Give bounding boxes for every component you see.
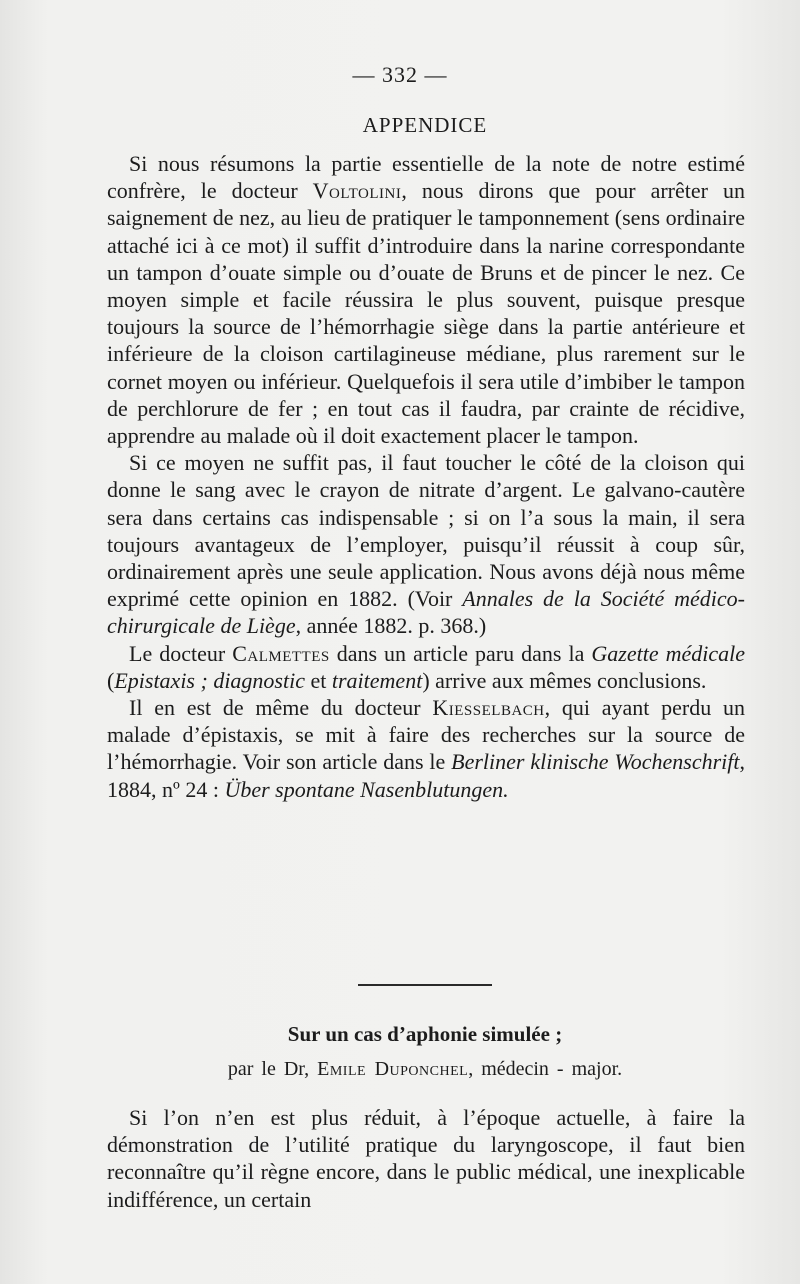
text-run: , 1884, nº 24 : (107, 749, 745, 802)
text-run: , année 1882. p. 368.) (295, 613, 487, 639)
appendix-heading: APPENDICE (362, 113, 488, 137)
text-run: Si l’on n’en est plus réduit, à l’époque actuelle, à faire la démonstration de l’utilité pratique du laryngoscope, il faut bien reconnaître qu’il règne encore, dans le public médical, une inexplicable indifférence, un certain (107, 1105, 745, 1212)
text-run: Si nous résumons la partie essentielle de la note de notre estimé confrère, le docteur (107, 151, 745, 204)
italic-title: Berliner klinische Wochenschrift (451, 749, 740, 775)
paragraph (107, 1104, 745, 1213)
italic-title: traitement (331, 667, 423, 693)
byline-prefix: par le Dr, (227, 1058, 310, 1080)
text-run: , qui ayant perdu un malade d’épistaxis, se mit à faire des recherches sur la source de l’hémorrhagie. Voir son article dans le (107, 695, 745, 775)
text-run: Il en est de même du docteur (129, 695, 433, 721)
byline-author: Emile Duponchel (317, 1058, 469, 1080)
page-number: — 332 — (352, 62, 448, 87)
paragraph (107, 449, 745, 639)
author-name: Calmettes (232, 640, 330, 666)
article-body (107, 1104, 745, 1213)
article-title: Sur un cas d’aphonie simulée ; (287, 1022, 563, 1046)
author-name: Kiesselbach (432, 695, 545, 721)
italic-title: Annales de la Société médico-chirurgicale de Liège (107, 586, 745, 639)
appendix-body (107, 150, 745, 803)
author-name: Voltolini (312, 178, 402, 204)
text-run: et (304, 667, 332, 693)
text-run: Le docteur (129, 640, 233, 666)
text-run: ) arrive aux mêmes conclusions. (422, 667, 707, 693)
paragraph (107, 150, 745, 449)
italic-title: Epistaxis ; diagnostic (114, 667, 305, 693)
section-divider (358, 984, 492, 986)
italic-title: Über spontane Nasenblutungen. (224, 776, 509, 802)
italic-title: Gazette médicale (591, 640, 746, 666)
text-run: Si ce moyen ne suffit pas, il faut toucher le côté de la cloison qui donne le sang avec le crayon de nitrate d’argent. Le galvano-cautère sera dans certains cas indispensable ; si on l’a sous la main, il sera toujours avantageux de l’employer, puisqu’il réussit à coup sûr, ordinairement après une seule application. Nous avons déjà nous même exprimé cette opinion en 1882. (Voir (107, 450, 745, 612)
text-run: , nous dirons que pour arrêter un saignement de nez, au lieu de pratiquer le tamponnement (sens ordinaire attaché ici à ce mot) il suffit d’introduire dans la narine correspondante un tampon d’ouate simple ou d’ouate de Bruns et de pincer le nez. Ce moyen simple et facile réussira le plus souvent, puisque presque toujours la source de l’hémorrhagie siège dans la partie antérieure et inférieure de la cloison cartilagineuse médiane, plus rarement sur le cornet moyen ou inférieur. Quelquefois il sera utile d’imbiber le tampon de perchlorure de fer ; en tout cas il faudra, par crainte de récidive, apprendre au malade où il doit exactement placer le tampon. (107, 178, 745, 449)
text-run: ( (107, 667, 115, 693)
text-run: dans un article paru dans la (329, 640, 592, 666)
byline-suffix: , médecin - major. (468, 1058, 623, 1080)
paragraph (107, 640, 745, 694)
paragraph (107, 694, 745, 803)
article-byline (0, 1058, 800, 1081)
